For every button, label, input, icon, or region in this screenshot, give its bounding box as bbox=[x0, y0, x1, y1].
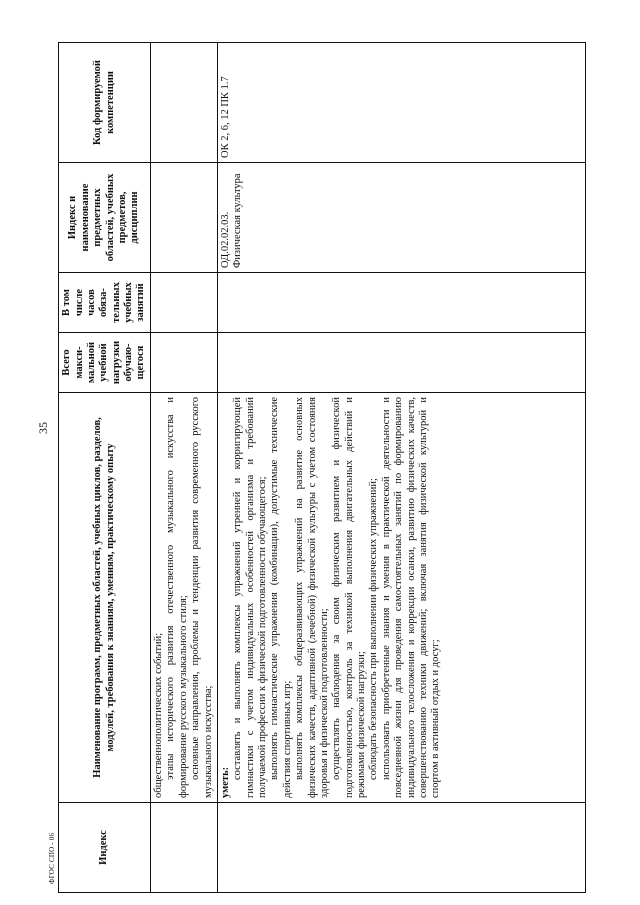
cell-mandatory-hours bbox=[151, 273, 218, 333]
header-total-load: Всего макси- мальной учебной нагрузки обучаю- щегося bbox=[59, 333, 151, 393]
table-header-row bbox=[59, 43, 151, 893]
table-row bbox=[151, 43, 218, 893]
text-line: выполнять комплексы общеразвивающих упражнений на развитие основных физических качеств, адаптивной (лечебной) физической культуры с учетом состояния здоровья и физической подготовленности; bbox=[294, 397, 330, 798]
skills-label: уметь: bbox=[219, 766, 231, 798]
rotated-table-container bbox=[58, 43, 586, 893]
cell-competence: ОК 2, 6, 12 ПК 1.7 bbox=[217, 43, 585, 163]
table-row bbox=[217, 43, 585, 893]
cell-mandatory-hours bbox=[217, 273, 585, 333]
cell-content bbox=[217, 393, 585, 803]
cell-competence bbox=[151, 43, 218, 163]
header-competence-code: Код формируемой компетенции bbox=[59, 43, 151, 163]
cell-index bbox=[217, 803, 585, 893]
text-line: использовать приобретенные знания и умения в практической деятельности и повседневной жизни для проведения самостоятельных занятий по формированию индивидуального телосложения и коррекции осанки, развитию физических качеств, совершенствованию техники движений; включая занятия физической культурой и спортом в активный отдых и досуг; bbox=[380, 397, 442, 798]
header-subject-index: Индекс и наименование предметных областей, учебных предметов, дисциплин bbox=[59, 163, 151, 273]
text-line: составлять и выполнять комплексы упражнений утренней и корригирующей гимнастики с учетом индивидуальных особенностей организма и требований получаемой профессии к физической подготовленности обучающегося; bbox=[232, 397, 268, 798]
text-line: этапы исторического развития отечественного музыкального искусства и формирование русского музыкального стиля; bbox=[165, 397, 189, 798]
cell-total-load bbox=[151, 333, 218, 393]
curriculum-table bbox=[58, 42, 586, 893]
header-mandatory-hours: В том числе часов обяза- тельных учебных занятий bbox=[59, 273, 151, 333]
cell-total-load bbox=[217, 333, 585, 393]
cell-content bbox=[151, 393, 218, 803]
header-name: Наименование программ, предметных областей, учебных циклов, разделов, модулей, требования к знаниям, умениям, практическому опыту bbox=[59, 393, 151, 803]
cell-subject: ОД.02.02.03. Физическая культура bbox=[217, 163, 585, 273]
cell-subject bbox=[151, 163, 218, 273]
text-line: общественнополитических событий; bbox=[153, 632, 164, 798]
text-line: основные направления, проблемы и тенденции развития современного русского музыкального искусства; bbox=[190, 397, 214, 798]
header-index: Индекс bbox=[59, 803, 151, 893]
text-line: осуществлять наблюдения за своим физическим развитием и физической подготовленностью, контроль за техникой выполнения двигательных действий и режимами физической нагрузки; bbox=[331, 397, 367, 798]
footer-mark: ФГОС СПО - 06 bbox=[48, 832, 56, 884]
page-number: 35 bbox=[36, 422, 50, 434]
text-line: выполнять гимнастические упражнения (комбинации), допустимые технические действия спортивных игр; bbox=[269, 397, 293, 798]
text-line: соблюдать безопасность при выполнении физических упражнений; bbox=[368, 478, 380, 780]
cell-index bbox=[151, 803, 218, 893]
